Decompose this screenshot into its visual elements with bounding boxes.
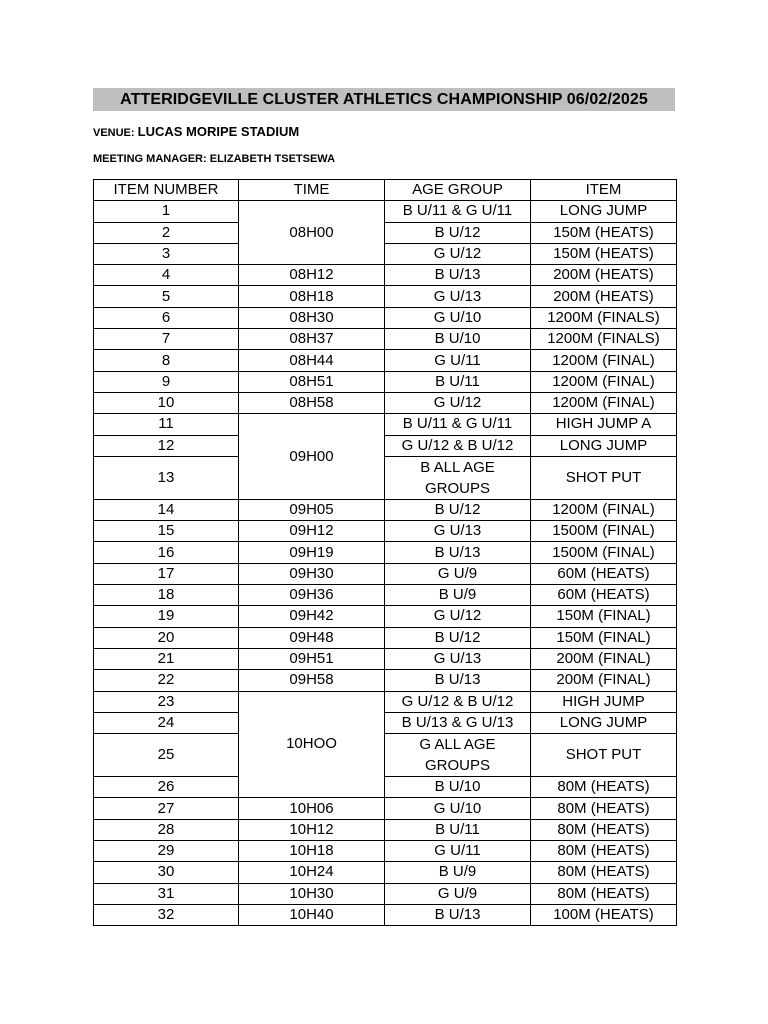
- cell-item: HIGH JUMP A: [531, 414, 677, 435]
- table-row: [94, 670, 677, 691]
- page-title: ATTERIDGEVILLE CLUSTER ATHLETICS CHAMPIONSHIP 06/02/2025: [120, 90, 648, 108]
- cell-item: 100M (HEATS): [531, 904, 677, 925]
- table-row: [94, 563, 677, 584]
- cell-item: 60M (HEATS): [531, 563, 677, 584]
- table-row: [94, 691, 677, 712]
- table-row: [94, 307, 677, 328]
- cell-age-group: B U/11: [385, 819, 531, 840]
- cell-age-group: B U/12: [385, 627, 531, 648]
- cell-item-number: 18: [94, 585, 239, 606]
- cell-time: 09H30: [239, 563, 385, 584]
- cell-time: 09H19: [239, 542, 385, 563]
- meeting-manager-label: MEETING MANAGER:: [93, 153, 207, 165]
- table-row: [94, 265, 677, 286]
- cell-item: 150M (HEATS): [531, 243, 677, 264]
- cell-item: 200M (HEATS): [531, 265, 677, 286]
- cell-item: 1200M (FINAL): [531, 392, 677, 413]
- header-item-number: ITEM NUMBER: [94, 180, 239, 201]
- cell-item-number: 21: [94, 648, 239, 669]
- table-row: [94, 286, 677, 307]
- cell-age-group: G ALL AGE GROUPS: [385, 734, 531, 777]
- cell-age-group: B U/13: [385, 904, 531, 925]
- venue-value: LUCAS MORIPE STADIUM: [137, 124, 300, 139]
- cell-age-group: G U/12: [385, 392, 531, 413]
- cell-item: 1200M (FINAL): [531, 371, 677, 392]
- cell-item-number: 9: [94, 371, 239, 392]
- table-row: [94, 798, 677, 819]
- table-row: [94, 414, 677, 435]
- cell-age-group: B U/12: [385, 499, 531, 520]
- cell-age-group: G U/13: [385, 648, 531, 669]
- cell-item: 1200M (FINAL): [531, 499, 677, 520]
- table-row: [94, 435, 677, 456]
- cell-time: 08H51: [239, 371, 385, 392]
- header-time: TIME: [239, 180, 385, 201]
- cell-time: 09H42: [239, 606, 385, 627]
- table-row: [94, 350, 677, 371]
- cell-item-number: 14: [94, 499, 239, 520]
- cell-time: 08H12: [239, 265, 385, 286]
- cell-item-number: 10: [94, 392, 239, 413]
- cell-item-number: 3: [94, 243, 239, 264]
- cell-item: 80M (HEATS): [531, 798, 677, 819]
- table-row: [94, 371, 677, 392]
- table-row: [94, 819, 677, 840]
- table-row: [94, 243, 677, 264]
- table-row: [94, 456, 677, 499]
- cell-item: HIGH JUMP: [531, 691, 677, 712]
- table-row: [94, 841, 677, 862]
- cell-item-number: 32: [94, 904, 239, 925]
- cell-item: 1500M (FINAL): [531, 542, 677, 563]
- cell-item: 200M (FINAL): [531, 670, 677, 691]
- cell-age-group: B U/9: [385, 585, 531, 606]
- cell-age-group: G U/13: [385, 286, 531, 307]
- cell-time: 10H06: [239, 798, 385, 819]
- cell-item: LONG JUMP: [531, 712, 677, 733]
- cell-item-number: 22: [94, 670, 239, 691]
- table-row: [94, 499, 677, 520]
- cell-item-number: 19: [94, 606, 239, 627]
- table-row: [94, 904, 677, 925]
- header-age-group: AGE GROUP: [385, 180, 531, 201]
- cell-item-number: 13: [94, 456, 239, 499]
- cell-item: 150M (HEATS): [531, 222, 677, 243]
- table-row: [94, 648, 677, 669]
- cell-item-number: 31: [94, 883, 239, 904]
- cell-item: 150M (FINAL): [531, 606, 677, 627]
- cell-item-number: 4: [94, 265, 239, 286]
- table-row: [94, 627, 677, 648]
- table-row: [94, 329, 677, 350]
- cell-age-group: B U/13: [385, 265, 531, 286]
- cell-age-group: G U/9: [385, 563, 531, 584]
- table-row: [94, 712, 677, 733]
- cell-item: 1200M (FINALS): [531, 329, 677, 350]
- cell-time: 10H18: [239, 841, 385, 862]
- cell-time: 09H48: [239, 627, 385, 648]
- cell-item-number: 26: [94, 777, 239, 798]
- cell-item: SHOT PUT: [531, 456, 677, 499]
- table-row: [94, 734, 677, 777]
- cell-item: 80M (HEATS): [531, 883, 677, 904]
- meeting-manager-value: ELIZABETH TSETSEWA: [209, 153, 336, 165]
- table-row: [94, 606, 677, 627]
- table-row: [94, 521, 677, 542]
- cell-age-group: B U/10: [385, 329, 531, 350]
- cell-age-group: G U/10: [385, 798, 531, 819]
- cell-item: 1200M (FINALS): [531, 307, 677, 328]
- cell-item-number: 25: [94, 734, 239, 777]
- cell-item: 80M (HEATS): [531, 777, 677, 798]
- cell-age-group: B U/13 & G U/13: [385, 712, 531, 733]
- cell-age-group: G U/12 & B U/12: [385, 435, 531, 456]
- cell-age-group: G U/12 & B U/12: [385, 691, 531, 712]
- cell-time: 09H05: [239, 499, 385, 520]
- cell-time: 10HOO: [239, 691, 385, 798]
- cell-item-number: 11: [94, 414, 239, 435]
- table-row: [94, 862, 677, 883]
- table-row: [94, 883, 677, 904]
- cell-age-group: G U/10: [385, 307, 531, 328]
- cell-item: 1500M (FINAL): [531, 521, 677, 542]
- cell-age-group: B U/11 & G U/11: [385, 414, 531, 435]
- cell-item-number: 1: [94, 201, 239, 222]
- cell-item-number: 7: [94, 329, 239, 350]
- schedule-table: [93, 179, 677, 926]
- title-banner: [93, 88, 675, 111]
- cell-time: 10H12: [239, 819, 385, 840]
- table-row: [94, 542, 677, 563]
- cell-time: 08H18: [239, 286, 385, 307]
- table-row: [94, 777, 677, 798]
- cell-item: 150M (FINAL): [531, 627, 677, 648]
- cell-item-number: 16: [94, 542, 239, 563]
- cell-item-number: 15: [94, 521, 239, 542]
- cell-age-group: G U/12: [385, 606, 531, 627]
- cell-item-number: 23: [94, 691, 239, 712]
- cell-time: 10H24: [239, 862, 385, 883]
- cell-age-group: B U/11: [385, 371, 531, 392]
- cell-time: 09H00: [239, 414, 385, 500]
- cell-age-group: B U/13: [385, 542, 531, 563]
- table-header-row: [94, 180, 677, 201]
- cell-item-number: 28: [94, 819, 239, 840]
- venue-label: VENUE:: [93, 127, 135, 139]
- cell-age-group: B U/13: [385, 670, 531, 691]
- cell-time: 08H37: [239, 329, 385, 350]
- cell-age-group: G U/9: [385, 883, 531, 904]
- cell-item: 200M (FINAL): [531, 648, 677, 669]
- cell-age-group: B U/10: [385, 777, 531, 798]
- meeting-manager-line: [93, 153, 335, 165]
- cell-item: 80M (HEATS): [531, 841, 677, 862]
- cell-age-group: G U/11: [385, 841, 531, 862]
- cell-item: 1200M (FINAL): [531, 350, 677, 371]
- cell-item-number: 8: [94, 350, 239, 371]
- cell-time: 10H40: [239, 904, 385, 925]
- cell-time: 10H30: [239, 883, 385, 904]
- cell-time: 08H44: [239, 350, 385, 371]
- cell-item-number: 6: [94, 307, 239, 328]
- cell-age-group: B U/11 & G U/11: [385, 201, 531, 222]
- cell-time: 08H00: [239, 201, 385, 265]
- cell-item-number: 5: [94, 286, 239, 307]
- table-row: [94, 585, 677, 606]
- cell-item: 60M (HEATS): [531, 585, 677, 606]
- cell-item: SHOT PUT: [531, 734, 677, 777]
- venue-line: [93, 124, 299, 139]
- cell-time: 09H12: [239, 521, 385, 542]
- cell-item-number: 2: [94, 222, 239, 243]
- cell-item-number: 29: [94, 841, 239, 862]
- cell-item: 200M (HEATS): [531, 286, 677, 307]
- cell-age-group: G U/12: [385, 243, 531, 264]
- table-row: [94, 222, 677, 243]
- cell-age-group: B U/9: [385, 862, 531, 883]
- cell-item-number: 24: [94, 712, 239, 733]
- cell-age-group: G U/11: [385, 350, 531, 371]
- cell-item: 80M (HEATS): [531, 862, 677, 883]
- table-row: [94, 201, 677, 222]
- cell-item: LONG JUMP: [531, 201, 677, 222]
- cell-item-number: 12: [94, 435, 239, 456]
- cell-age-group: B ALL AGE GROUPS: [385, 456, 531, 499]
- cell-item-number: 27: [94, 798, 239, 819]
- cell-item: LONG JUMP: [531, 435, 677, 456]
- cell-time: 08H58: [239, 392, 385, 413]
- cell-time: 08H30: [239, 307, 385, 328]
- schedule-body: [94, 201, 677, 926]
- header-item: ITEM: [531, 180, 677, 201]
- cell-item: 80M (HEATS): [531, 819, 677, 840]
- cell-age-group: B U/12: [385, 222, 531, 243]
- cell-item-number: 20: [94, 627, 239, 648]
- cell-time: 09H36: [239, 585, 385, 606]
- table-row: [94, 392, 677, 413]
- cell-age-group: G U/13: [385, 521, 531, 542]
- cell-time: 09H58: [239, 670, 385, 691]
- cell-item-number: 30: [94, 862, 239, 883]
- cell-time: 09H51: [239, 648, 385, 669]
- cell-item-number: 17: [94, 563, 239, 584]
